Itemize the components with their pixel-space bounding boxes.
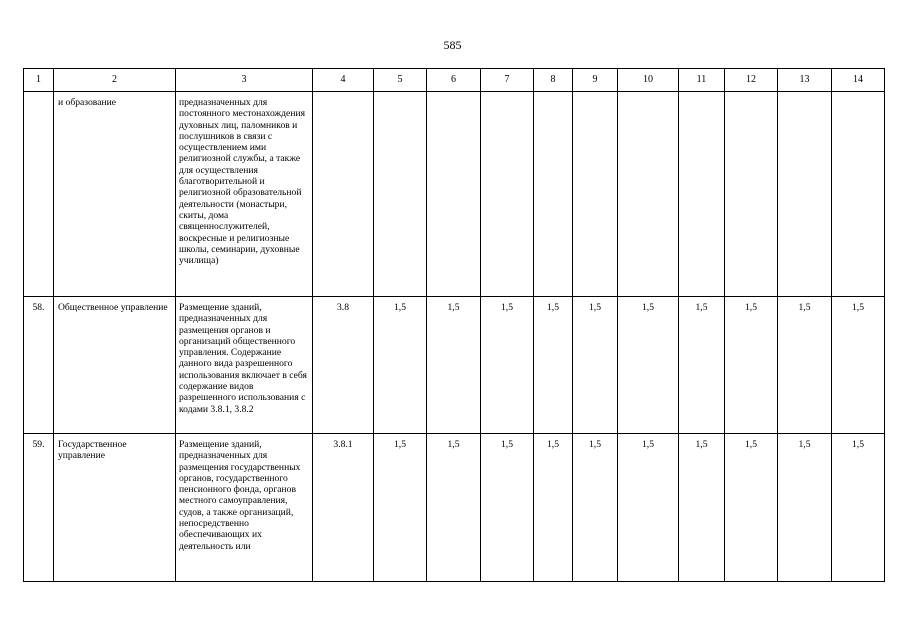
row-code: 3.8.1 bbox=[313, 434, 374, 582]
column-header: 3 bbox=[176, 69, 313, 92]
column-header: 10 bbox=[618, 69, 679, 92]
row-value: 1,5 bbox=[374, 434, 427, 582]
row-value: 1,5 bbox=[725, 297, 778, 434]
row-value: 1,5 bbox=[573, 434, 618, 582]
table-row bbox=[24, 434, 885, 582]
row-value bbox=[618, 92, 679, 297]
row-value: 1,5 bbox=[618, 434, 679, 582]
row-code: 3.8 bbox=[313, 297, 374, 434]
row-value bbox=[778, 92, 832, 297]
row-name: Общественное управление bbox=[54, 297, 176, 434]
column-header: 9 bbox=[573, 69, 618, 92]
row-value bbox=[481, 92, 534, 297]
column-header: 4 bbox=[313, 69, 374, 92]
column-header: 6 bbox=[427, 69, 481, 92]
row-value: 1,5 bbox=[374, 297, 427, 434]
row-description: Размещение зданий, предназначенных для размещения органов и организаций общественного управления. Содержание данного вида разрешенного использования включает в себя содержание видов разрешенного использования с кодами 3.8.1, 3.8.2 bbox=[176, 297, 313, 434]
table-row bbox=[24, 297, 885, 434]
row-value: 1,5 bbox=[618, 297, 679, 434]
row-name: Государственное управление bbox=[54, 434, 176, 582]
row-value: 1,5 bbox=[679, 297, 725, 434]
row-value bbox=[725, 92, 778, 297]
column-header: 13 bbox=[778, 69, 832, 92]
row-value bbox=[832, 92, 885, 297]
row-code bbox=[313, 92, 374, 297]
row-value bbox=[374, 92, 427, 297]
column-header: 8 bbox=[534, 69, 573, 92]
row-value: 1,5 bbox=[778, 434, 832, 582]
row-number bbox=[24, 92, 54, 297]
row-value: 1,5 bbox=[534, 297, 573, 434]
row-value: 1,5 bbox=[427, 434, 481, 582]
row-number: 58. bbox=[24, 297, 54, 434]
row-value: 1,5 bbox=[427, 297, 481, 434]
column-header: 7 bbox=[481, 69, 534, 92]
row-value: 1,5 bbox=[725, 434, 778, 582]
row-number: 59. bbox=[24, 434, 54, 582]
row-value: 1,5 bbox=[832, 297, 885, 434]
column-header: 5 bbox=[374, 69, 427, 92]
column-header: 12 bbox=[725, 69, 778, 92]
row-value bbox=[573, 92, 618, 297]
row-value bbox=[534, 92, 573, 297]
row-value bbox=[679, 92, 725, 297]
row-value: 1,5 bbox=[573, 297, 618, 434]
row-description: Размещение зданий, предназначенных для размещения государственных органов, государственного пенсионного фонда, органов местного самоуправления, судов, а также организаций, непосредственно обеспечивающих их деятельность или bbox=[176, 434, 313, 582]
row-value: 1,5 bbox=[679, 434, 725, 582]
row-value: 1,5 bbox=[481, 297, 534, 434]
column-header: 14 bbox=[832, 69, 885, 92]
column-header: 1 bbox=[24, 69, 54, 92]
row-value bbox=[427, 92, 481, 297]
table-row bbox=[24, 92, 885, 297]
land-use-table bbox=[23, 68, 885, 582]
row-description: предназначенных для постоянного местонахождения духовных лиц, паломников и послушников в связи с осуществлением ими религиозной службы, а также для осуществления благотворительной и религиозной образовательной деятельности (монастыри, скиты, дома священнослужителей, воскресные и религиозные школы, семинарии, духовные училища) bbox=[176, 92, 313, 297]
row-value: 1,5 bbox=[832, 434, 885, 582]
column-header: 2 bbox=[54, 69, 176, 92]
row-value: 1,5 bbox=[534, 434, 573, 582]
page-number: 585 bbox=[443, 38, 462, 52]
column-header: 11 bbox=[679, 69, 725, 92]
row-value: 1,5 bbox=[778, 297, 832, 434]
row-name: и образование bbox=[54, 92, 176, 297]
header-row bbox=[24, 69, 885, 92]
row-value: 1,5 bbox=[481, 434, 534, 582]
